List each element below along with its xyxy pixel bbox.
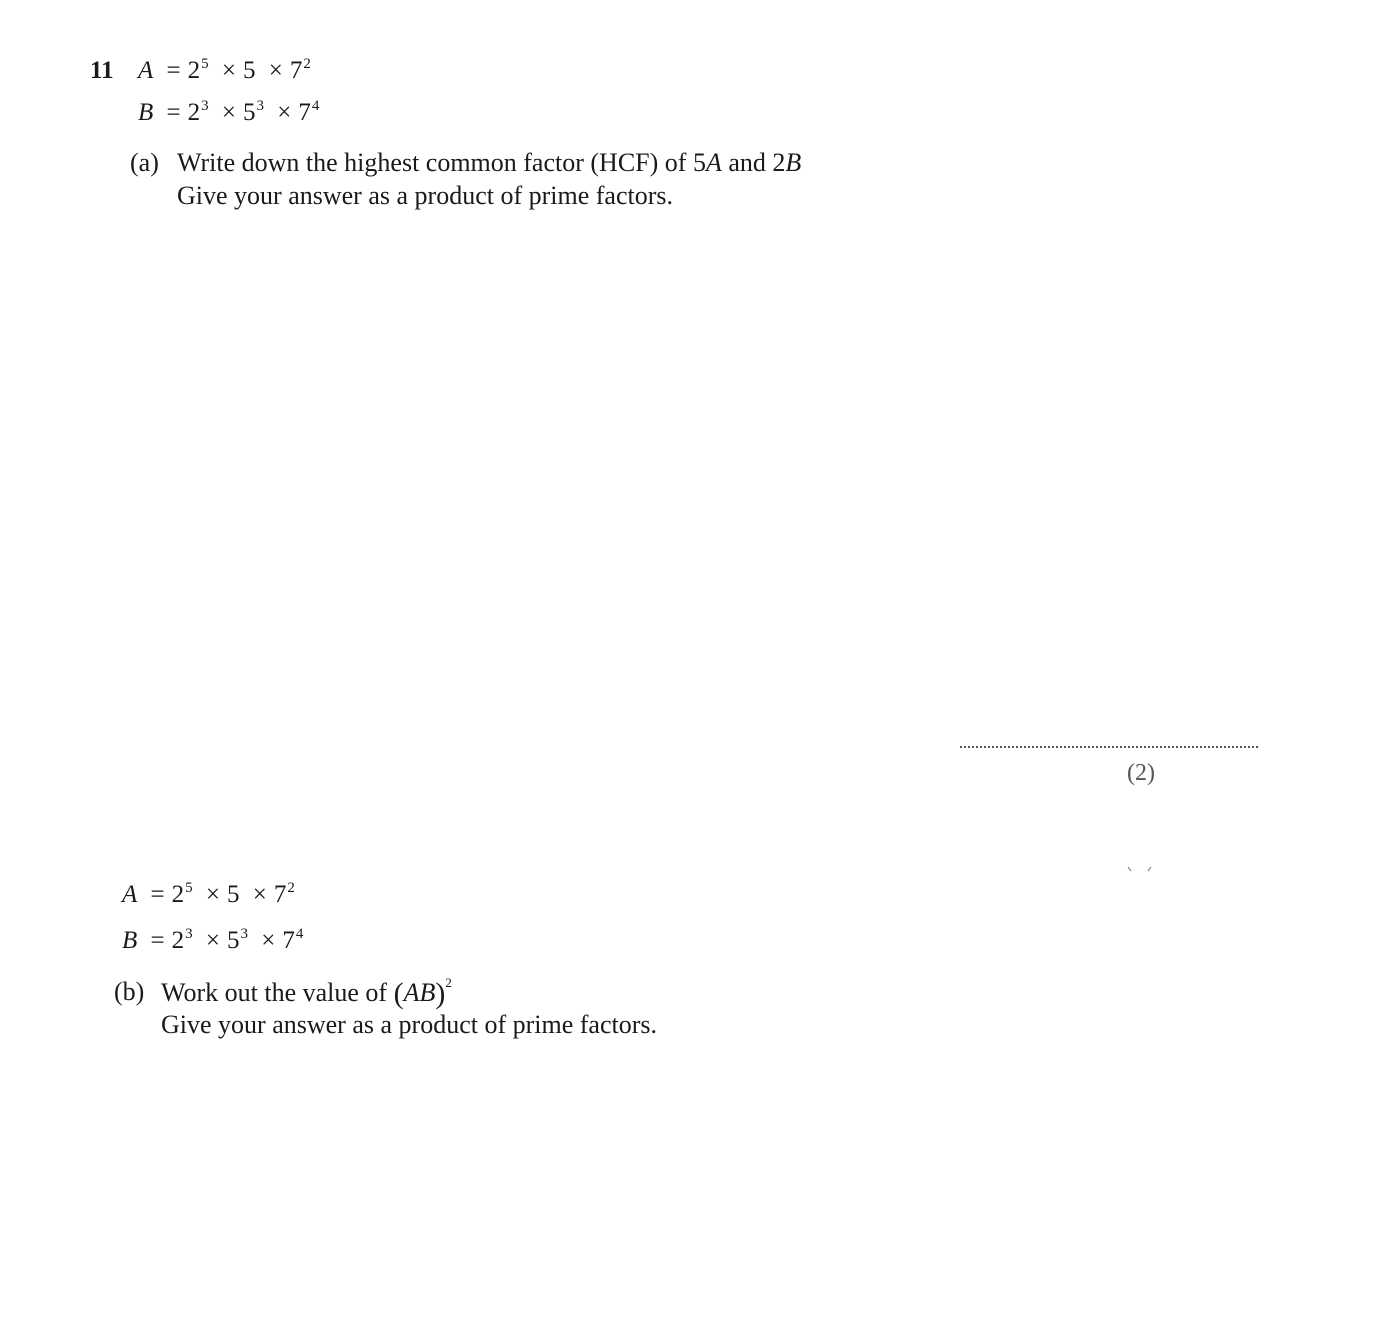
times-sign: × xyxy=(221,57,236,84)
times-sign: × xyxy=(221,99,236,126)
definition-a xyxy=(138,56,311,89)
base: 7 xyxy=(273,881,287,908)
part-a-text: and 2 xyxy=(721,148,786,177)
times-sign: × xyxy=(261,927,276,954)
base: 7 xyxy=(289,57,303,84)
part-b-text: Work out the value of xyxy=(161,978,394,1007)
base: 5 xyxy=(227,927,240,954)
base: 2 xyxy=(187,99,201,126)
times-sign: × xyxy=(268,57,283,84)
definition-b xyxy=(138,98,319,131)
times-sign: × xyxy=(205,881,220,908)
exponent: 5 xyxy=(201,56,209,72)
times-sign: × xyxy=(252,881,267,908)
question-number: 11 xyxy=(90,57,114,84)
times-sign: × xyxy=(277,99,292,126)
definition-a-repeat xyxy=(122,880,295,913)
part-a-label: (a) xyxy=(130,148,159,177)
expression-ab: AB xyxy=(403,978,436,1007)
exponent: 2 xyxy=(303,56,311,72)
marks-label: (2) xyxy=(1127,760,1155,786)
exponent: 2 xyxy=(287,880,295,896)
exponent: 3 xyxy=(185,926,193,942)
scan-mark xyxy=(1124,862,1158,876)
open-paren: ( xyxy=(393,977,404,1010)
exponent: 2 xyxy=(445,975,452,990)
exponent: 5 xyxy=(185,880,193,896)
scan-mark-stroke xyxy=(1128,867,1131,871)
part-a-instruction xyxy=(177,146,801,179)
variable-a: A xyxy=(122,881,138,908)
base: 7 xyxy=(298,99,311,126)
base: 2 xyxy=(187,57,201,84)
base: 7 xyxy=(282,927,295,954)
exponent: 3 xyxy=(256,98,264,114)
variable-b: B xyxy=(138,99,154,126)
definition-b-repeat xyxy=(122,926,303,959)
scan-mark-stroke xyxy=(1148,867,1151,871)
times-sign: × xyxy=(205,927,220,954)
part-b-label: (b) xyxy=(114,977,145,1006)
variable-a: A xyxy=(705,148,722,177)
exponent: 3 xyxy=(201,98,209,114)
base: 2 xyxy=(171,881,185,908)
base: 5 xyxy=(243,57,256,84)
base: 5 xyxy=(243,99,256,126)
equals-sign: = xyxy=(166,99,181,126)
close-paren: ) xyxy=(435,977,446,1010)
equals-sign: = xyxy=(150,881,165,908)
part-a-instruction-2: Give your answer as a product of prime factors. xyxy=(177,181,673,210)
exponent: 4 xyxy=(295,926,304,942)
exponent: 4 xyxy=(311,98,320,114)
exponent: 3 xyxy=(240,926,248,942)
equals-sign: = xyxy=(166,57,181,84)
variable-b: B xyxy=(122,927,138,954)
part-a-text: Write down the highest common factor (HCF) of 5 xyxy=(177,148,706,177)
variable-a: A xyxy=(138,57,154,84)
answer-line[interactable] xyxy=(960,746,1258,748)
variable-b: B xyxy=(785,148,802,177)
equals-sign: = xyxy=(150,927,165,954)
part-b-instruction-2: Give your answer as a product of prime factors. xyxy=(161,1010,657,1039)
base: 5 xyxy=(227,881,240,908)
base: 2 xyxy=(171,927,185,954)
